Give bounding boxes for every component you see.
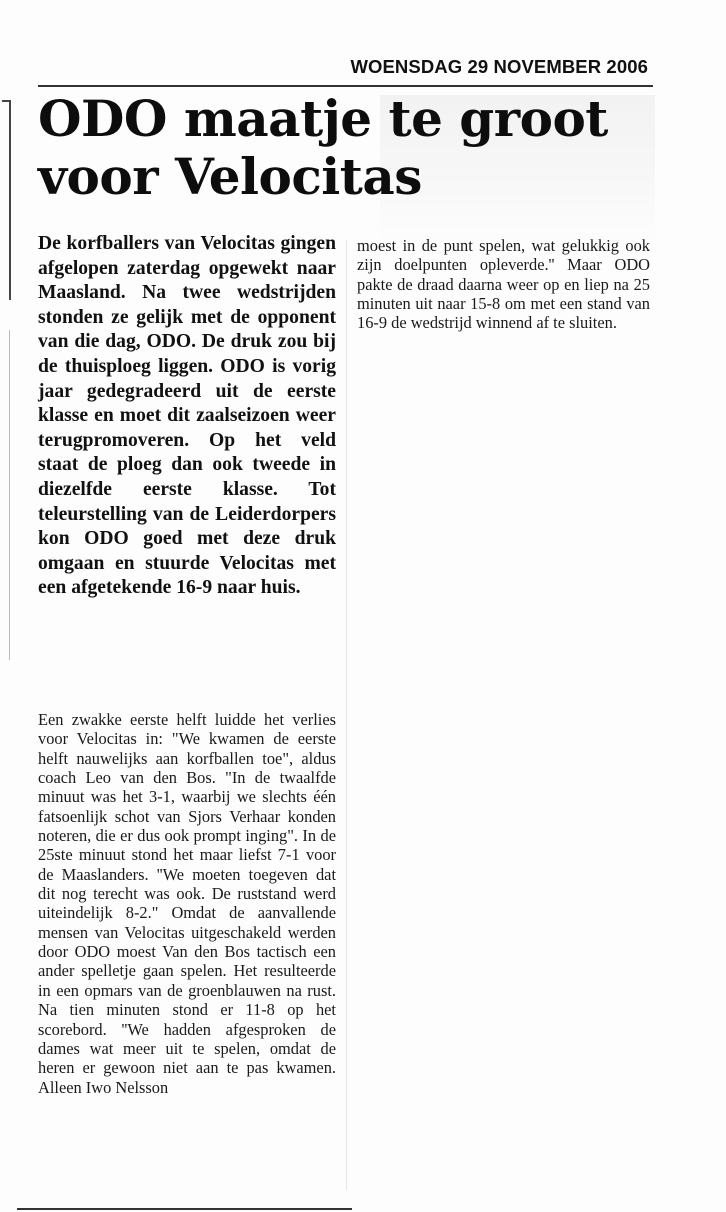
article-headline: ODO maatje te groot voor Velocitas (38, 89, 608, 206)
clipping-edge-line-faint (9, 330, 10, 660)
clipping-edge-line (9, 100, 11, 300)
top-rule (38, 85, 653, 87)
column-divider (346, 240, 347, 1190)
article-lead: De korfballers van Velocitas gingen afgelopen zaterdag opgewekt naar Maasland. Na twee wedstrijden stonden ze gelijk met de opponent van die dag, ODO. De druk zou bij de thuisploeg liggen. ODO is vorig jaar gedegradeerd uit de eerste klasse en moet dit zaalseizoen weer terugpromoveren. Op het veld staat de ploeg dan ook tweede in diezelfde eerste klasse. Tot teleurstelling van de Leiderdorpers kon ODO goed met deze druk omgaan en stuurde Velocitas met een afgetekende 16-9 naar huis. (38, 233, 336, 599)
article-body-column-2: moest in de punt spelen, wat gelukkig ook zijn doelpunten opleverde.'' Maar ODO pakte de draad daarna weer op en liep na 25 minuten uit naar 15-8 om met een stand van 16-9 de wedstrijd winnend af te sluiten. (357, 236, 650, 333)
article-body-column-1: Een zwakke eerste helft luidde het verlies voor Velocitas in: "We kwamen de eerste helft nauwelijks aan korfballen toe", aldus coach Leo van den Bos. "In de twaalfde minuut was het 3-1, waarbij we slechts één fatsoenlijk schot van Sjors Verhaar konden noteren, die er dus ook prompt inging". In de 25ste minuut stond het maar liefst 7-1 voor de Maaslanders. ''We moeten toegeven dat dit nog terecht was ook. De ruststand werd uiteindelijk 8-2." Omdat de aanvallende mensen van Velocitas uitgeschakeld werden door ODO moest Van den Bos tactisch een ander spelletje gaan spelen. Het resulteerde in een opmars van de groenblauwen na rust. Na tien minuten stond er 11-8 op het scorebord. ''We hadden afgesproken de dames wat meer uit te spelen, omdat de heren er gewoon niet aan te pas kwamen. Alleen Iwo Nelsson (38, 710, 336, 1097)
bottom-rule (17, 1208, 352, 1210)
dateline: WOENSDAG 29 NOVEMBER 2006 (350, 56, 648, 77)
